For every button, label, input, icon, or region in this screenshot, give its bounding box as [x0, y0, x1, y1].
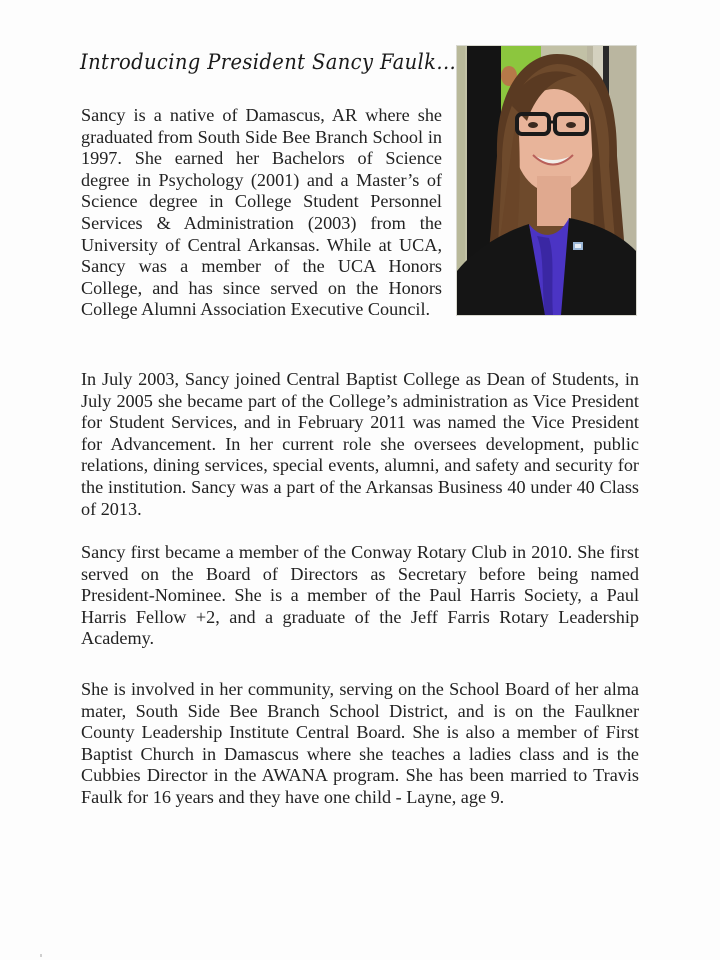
scan-speck — [40, 954, 42, 957]
portrait-image — [457, 46, 636, 315]
intro-paragraph: Sancy is a native of Damascus, AR where she graduated from South Side Bee Branch School in 1997. She earned her Bachelors of Science degree in Psychology (2001) and a Master’s of Science degree in College Student Personnel Services & Administration (2003) from the University of Central Arkansas. While at UCA, Sancy was a member of the UCA Honors College, and has since served on the Honors College Alumni Association Executive Council. — [81, 105, 442, 320]
community-paragraph: She is involved in her community, serving on the School Board of her alma mater, South Side Bee Branch School District, and is on the Faulkner County Leadership Institute Central Board. She is also a member of First Baptist Church in Damascus where she teaches a ladies class and is the Cubbies Director in the AWANA program. She has been married to Travis Faulk for 16 years and they have one child - Layne, age 9. — [81, 679, 639, 807]
page-title: Introducing President Sancy Faulk... — [80, 50, 457, 74]
portrait-photo — [457, 46, 636, 315]
rotary-paragraph: Sancy first became a member of the Conway Rotary Club in 2010. She first served on the Board of Directors as Secretary before being named President-Nominee. She is a member of the Paul Harris Society, a Paul Harris Fellow +2, and a graduate of the Jeff Farris Rotary Leadership Academy. — [81, 542, 639, 649]
career-paragraph: In July 2003, Sancy joined Central Baptist College as Dean of Students, in July 2005 she became part of the College’s administration as Vice President for Student Services, and in February 2011 was named the Vice President for Advancement. In her current role she oversees development, public relations, dining services, special events, alumni, and safety and security for the institution. Sancy was a part of the Arkansas Business 40 under 40 Class of 2013. — [81, 369, 639, 519]
